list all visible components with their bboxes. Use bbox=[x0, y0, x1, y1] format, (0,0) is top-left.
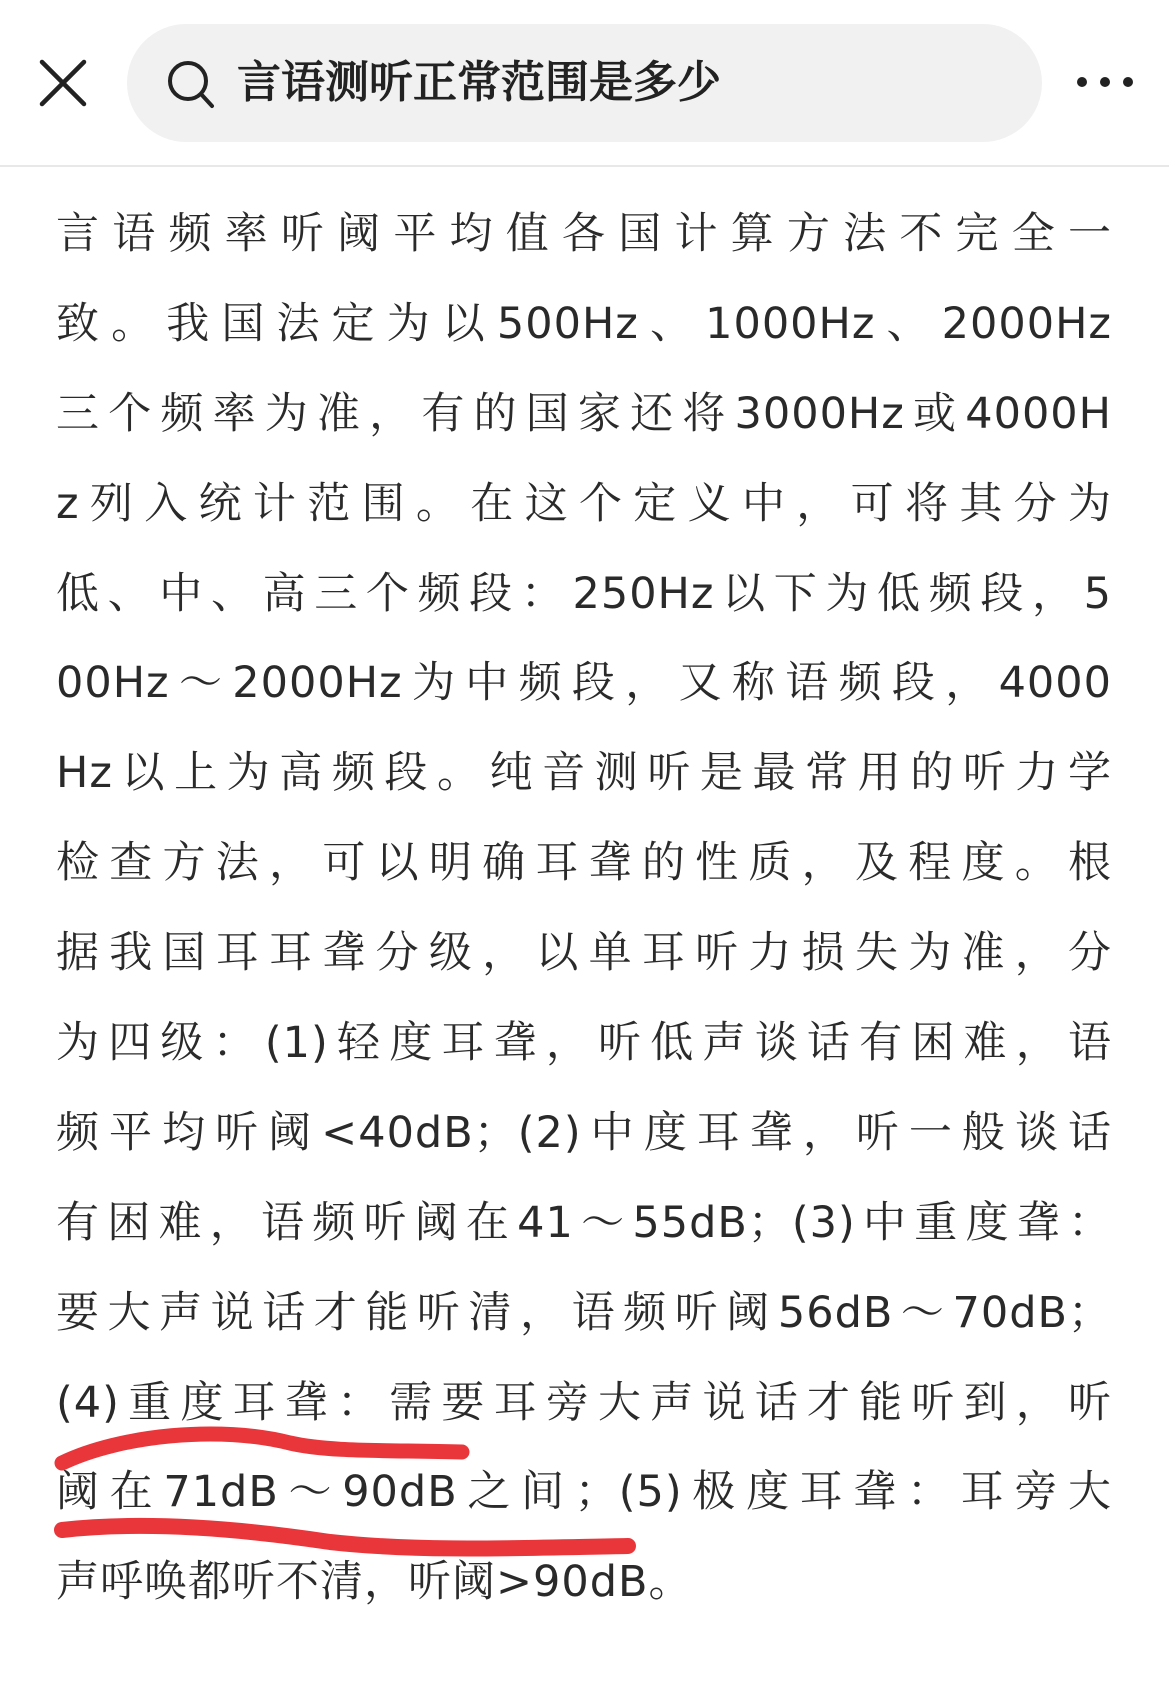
search-query: 言语测听正常范围是多少 bbox=[237, 57, 721, 108]
text-line: 有困难，语频听阈在41～55dB；(3)中重度聋： bbox=[56, 1197, 1112, 1248]
text-line: 言语频率听阈平均值各国计算方法不完全一 bbox=[56, 209, 1112, 259]
text-line: 阈在71dB～90dB之间；(5)极度耳聋：耳旁大 bbox=[56, 1467, 1112, 1518]
text-line: (4)重度耳聋：需要耳旁大声说话才能听到，听 bbox=[56, 1377, 1112, 1428]
close-icon bbox=[38, 58, 88, 108]
top-bar bbox=[0, 0, 1169, 167]
text-line: 为四级：(1)轻度耳聋，听低声谈话有困难，语 bbox=[56, 1018, 1112, 1069]
text-line: 低、中、高三个频段：250Hz以下为低频段，5 bbox=[56, 568, 1112, 619]
article-body bbox=[56, 190, 1112, 1628]
text-line: 三个频率为准，有的国家还将3000Hz或4000H bbox=[56, 388, 1112, 439]
text-line: Hz以上为高频段。纯音测听是最常用的听力学 bbox=[56, 748, 1112, 799]
text-line: 频平均听阈<40dB；(2)中度耳聋，听一般谈话 bbox=[56, 1107, 1112, 1158]
search-input[interactable] bbox=[127, 24, 1042, 142]
close-button[interactable] bbox=[38, 58, 88, 108]
text-line: 00Hz～2000Hz为中频段，又称语频段，4000 bbox=[56, 658, 1112, 709]
text-line: 要大声说话才能听清，语频听阈56dB～70dB； bbox=[56, 1287, 1112, 1338]
text-line: 检查方法，可以明确耳聋的性质，及程度。根 bbox=[56, 838, 1112, 889]
text-line: z列入统计范围。在这个定义中，可将其分为 bbox=[56, 478, 1112, 529]
more-button[interactable] bbox=[1072, 62, 1142, 102]
more-icon bbox=[1072, 62, 1142, 102]
text-line: 致。我国法定为以500Hz、1000Hz、2000Hz bbox=[56, 298, 1112, 349]
text-line: 声呼唤都听不清，听阈>90dB。 bbox=[56, 1557, 693, 1608]
search-icon bbox=[165, 58, 217, 110]
text-line: 据我国耳耳聋分级，以单耳听力损失为准，分 bbox=[56, 928, 1112, 979]
